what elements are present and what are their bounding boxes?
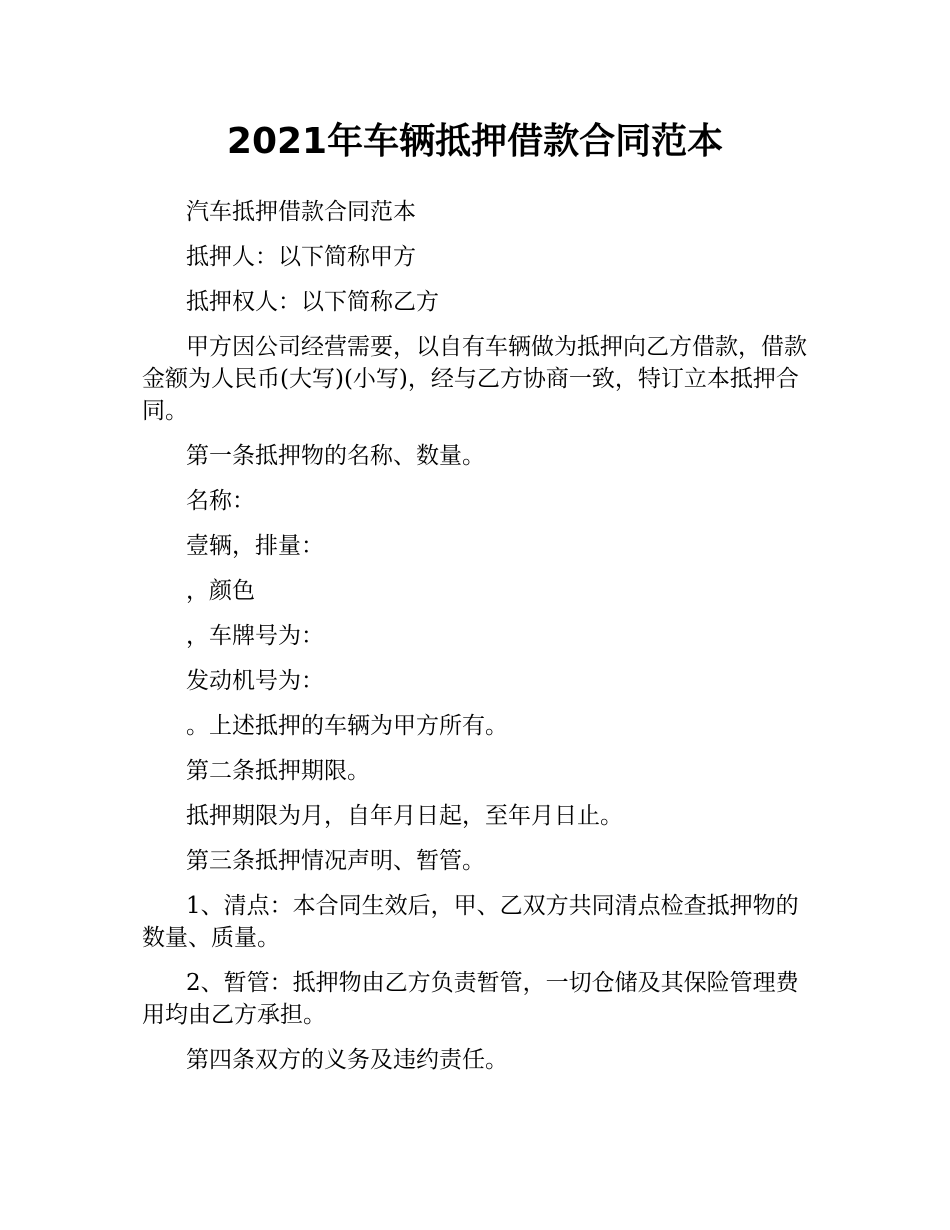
paragraph-heading: 汽车抵押借款合同范本 bbox=[186, 199, 416, 225]
paragraph-mortgagor: 抵押人：以下简称甲方 bbox=[186, 244, 416, 270]
paragraph-article-2: 第二条抵押期限。 bbox=[186, 758, 370, 784]
paragraph-term: 抵押期限为月，自年月日起，至年月日止。 bbox=[186, 803, 623, 829]
paragraph-color: ，颜色 bbox=[186, 578, 255, 604]
paragraph-inventory: 1、清点：本合同生效后，甲、乙双方共同清点检查抵押物的数量、质量。 bbox=[142, 893, 799, 951]
paragraph-displacement: 壹辆，排量： bbox=[186, 533, 324, 559]
paragraph-preamble: 甲方因公司经营需要，以自有车辆做为抵押向乙方借款，借款金额为人民币(大写)(小写)，经与乙方协商一致，特订立本抵押合同。 bbox=[142, 334, 807, 424]
paragraph-custody: 2、暂管：抵押物由乙方负责暂管，一切仓储及其保险管理费用均由乙方承担。 bbox=[142, 970, 799, 1028]
paragraph-ownership: 。上述抵押的车辆为甲方所有。 bbox=[186, 713, 508, 739]
document-title: 2021年车辆抵押借款合同范本 bbox=[226, 121, 724, 162]
paragraph-mortgagee: 抵押权人：以下简称乙方 bbox=[186, 289, 439, 315]
paragraph-engine-number: 发动机号为： bbox=[186, 668, 324, 694]
paragraph-article-1: 第一条抵押物的名称、数量。 bbox=[186, 443, 485, 469]
paragraph-name: 名称： bbox=[186, 488, 255, 514]
paragraph-article-3: 第三条抵押情况声明、暂管。 bbox=[186, 848, 485, 874]
paragraph-plate-number: ，车牌号为： bbox=[186, 623, 324, 649]
paragraph-article-4: 第四条双方的义务及违约责任。 bbox=[186, 1047, 508, 1073]
document-body bbox=[142, 196, 814, 1089]
